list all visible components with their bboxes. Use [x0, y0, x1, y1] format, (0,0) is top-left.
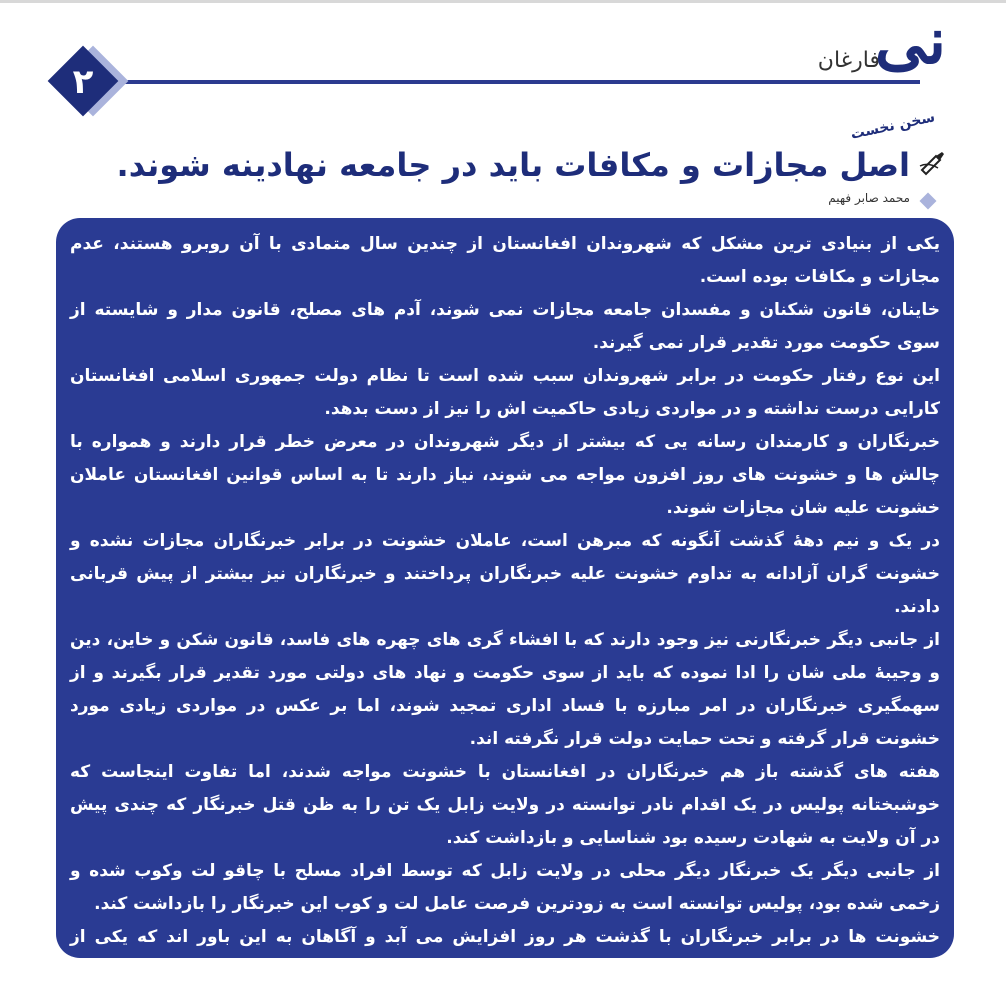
paragraph: از جانبی دیگر خبرنگارنی نیز وجود دارند که با افشاء گری های چهره های فاسد، قانون شکن و خاین، دین و وجیبهٔ ملی شان را ادا نموده که باید از سوی حکومت و نهاد های دولتی مورد تقدیر قرار بگیرند و از سهمگیری خبرنگاران در امر مبارزه با فساد اداری تمجید شوند، اما بر عکس در مواردی زیادی مورد خشونت قرار گرفته و تحت حمایت دولت قرار نگرفته اند. [70, 630, 940, 749]
brand-logo: نی [874, 4, 946, 79]
pen-icon [918, 148, 946, 176]
paragraph: هفته های گذشته باز هم خبرنگاران در افغانستان با خشونت مواجه شدند، اما تفاوت اینجاست که خوشبختانه پولیس در یک اقدام نادر توانسته در ولایت زابل یک تن را به ظن قتل خبرنگار که چندی پیش در آن ولایت به شهادت رسیده بود شناسایی و بازداشت کند. [70, 762, 940, 848]
article-body [70, 228, 940, 987]
paragraph: خبرنگاران و کارمندان رسانه یی که بیشتر از دیگر شهروندان در معرض خطر قرار دارند و همواره با چالش ها و خشونت های روز افزون مواجه می شوند، نیاز دارند تا به اساس قوانین افغانستان عاملان خشونت علیه شان مجازات شوند. [70, 432, 940, 518]
paragraph: در یک و نیم دههٔ گذشت آنگونه که مبرهن است، عاملان خشونت در برابر خبرنگاران مجازات نشده و خشونت گران آزادانه به تداوم خشونت علیه خبرنگاران پرداختند و خبرنگاران نیز بیشتر از پیش قربانی دادند. [70, 531, 940, 617]
paragraph: خشونت ها در برابر خبرنگاران با گذشت هر روز افزایش می آبد و آگاهان به این باور اند که یکی از مهمترین عامل [70, 927, 940, 980]
paragraph: از جانبی دیگر یک خبرنگار دیگر محلی در ولایت زابل که توسط افراد مسلح با چاقو لت وکوب شده و زخمی شده بود، پولیس توانسته است به زودترین فرصت عامل لت و کوب این خبرنگار را بازداشت کند. [70, 861, 940, 914]
section-tag: سخن نخست [849, 109, 937, 143]
author-diamond-icon [920, 193, 937, 210]
page-number: ۲ [72, 62, 94, 102]
header-rule [92, 80, 920, 84]
paragraph: این نوع رفتار حکومت در برابر شهروندان سبب شده است تا نظام دولت جمهوری اسلامی افغانستان کارایی درست نداشته و در مواردی زیادی حاکمیت اش را نیز از دست بدهد. [70, 366, 940, 419]
paragraph: خاینان، قانون شکنان و مفسدان جامعه مجازات نمی شوند، آدم های مصلح، قانون مدار و شایسته از سوی حکومت مورد تقدیر قرار نمی گیرند. [70, 300, 940, 353]
top-border [0, 0, 1006, 3]
paragraph: یکی از بنیادی ترین مشکل که شهروندان افغانستان از چندین سال متمادی با آن روبرو هستند، عدم مجازات و مکافات بوده است. [70, 234, 940, 287]
brand-name: فارغان [812, 48, 886, 73]
author-name: محمد صابر فهیم [828, 191, 910, 205]
article-title: اصل مجازات و مکافات باید در جامعه نهادینه شوند. [116, 146, 910, 184]
